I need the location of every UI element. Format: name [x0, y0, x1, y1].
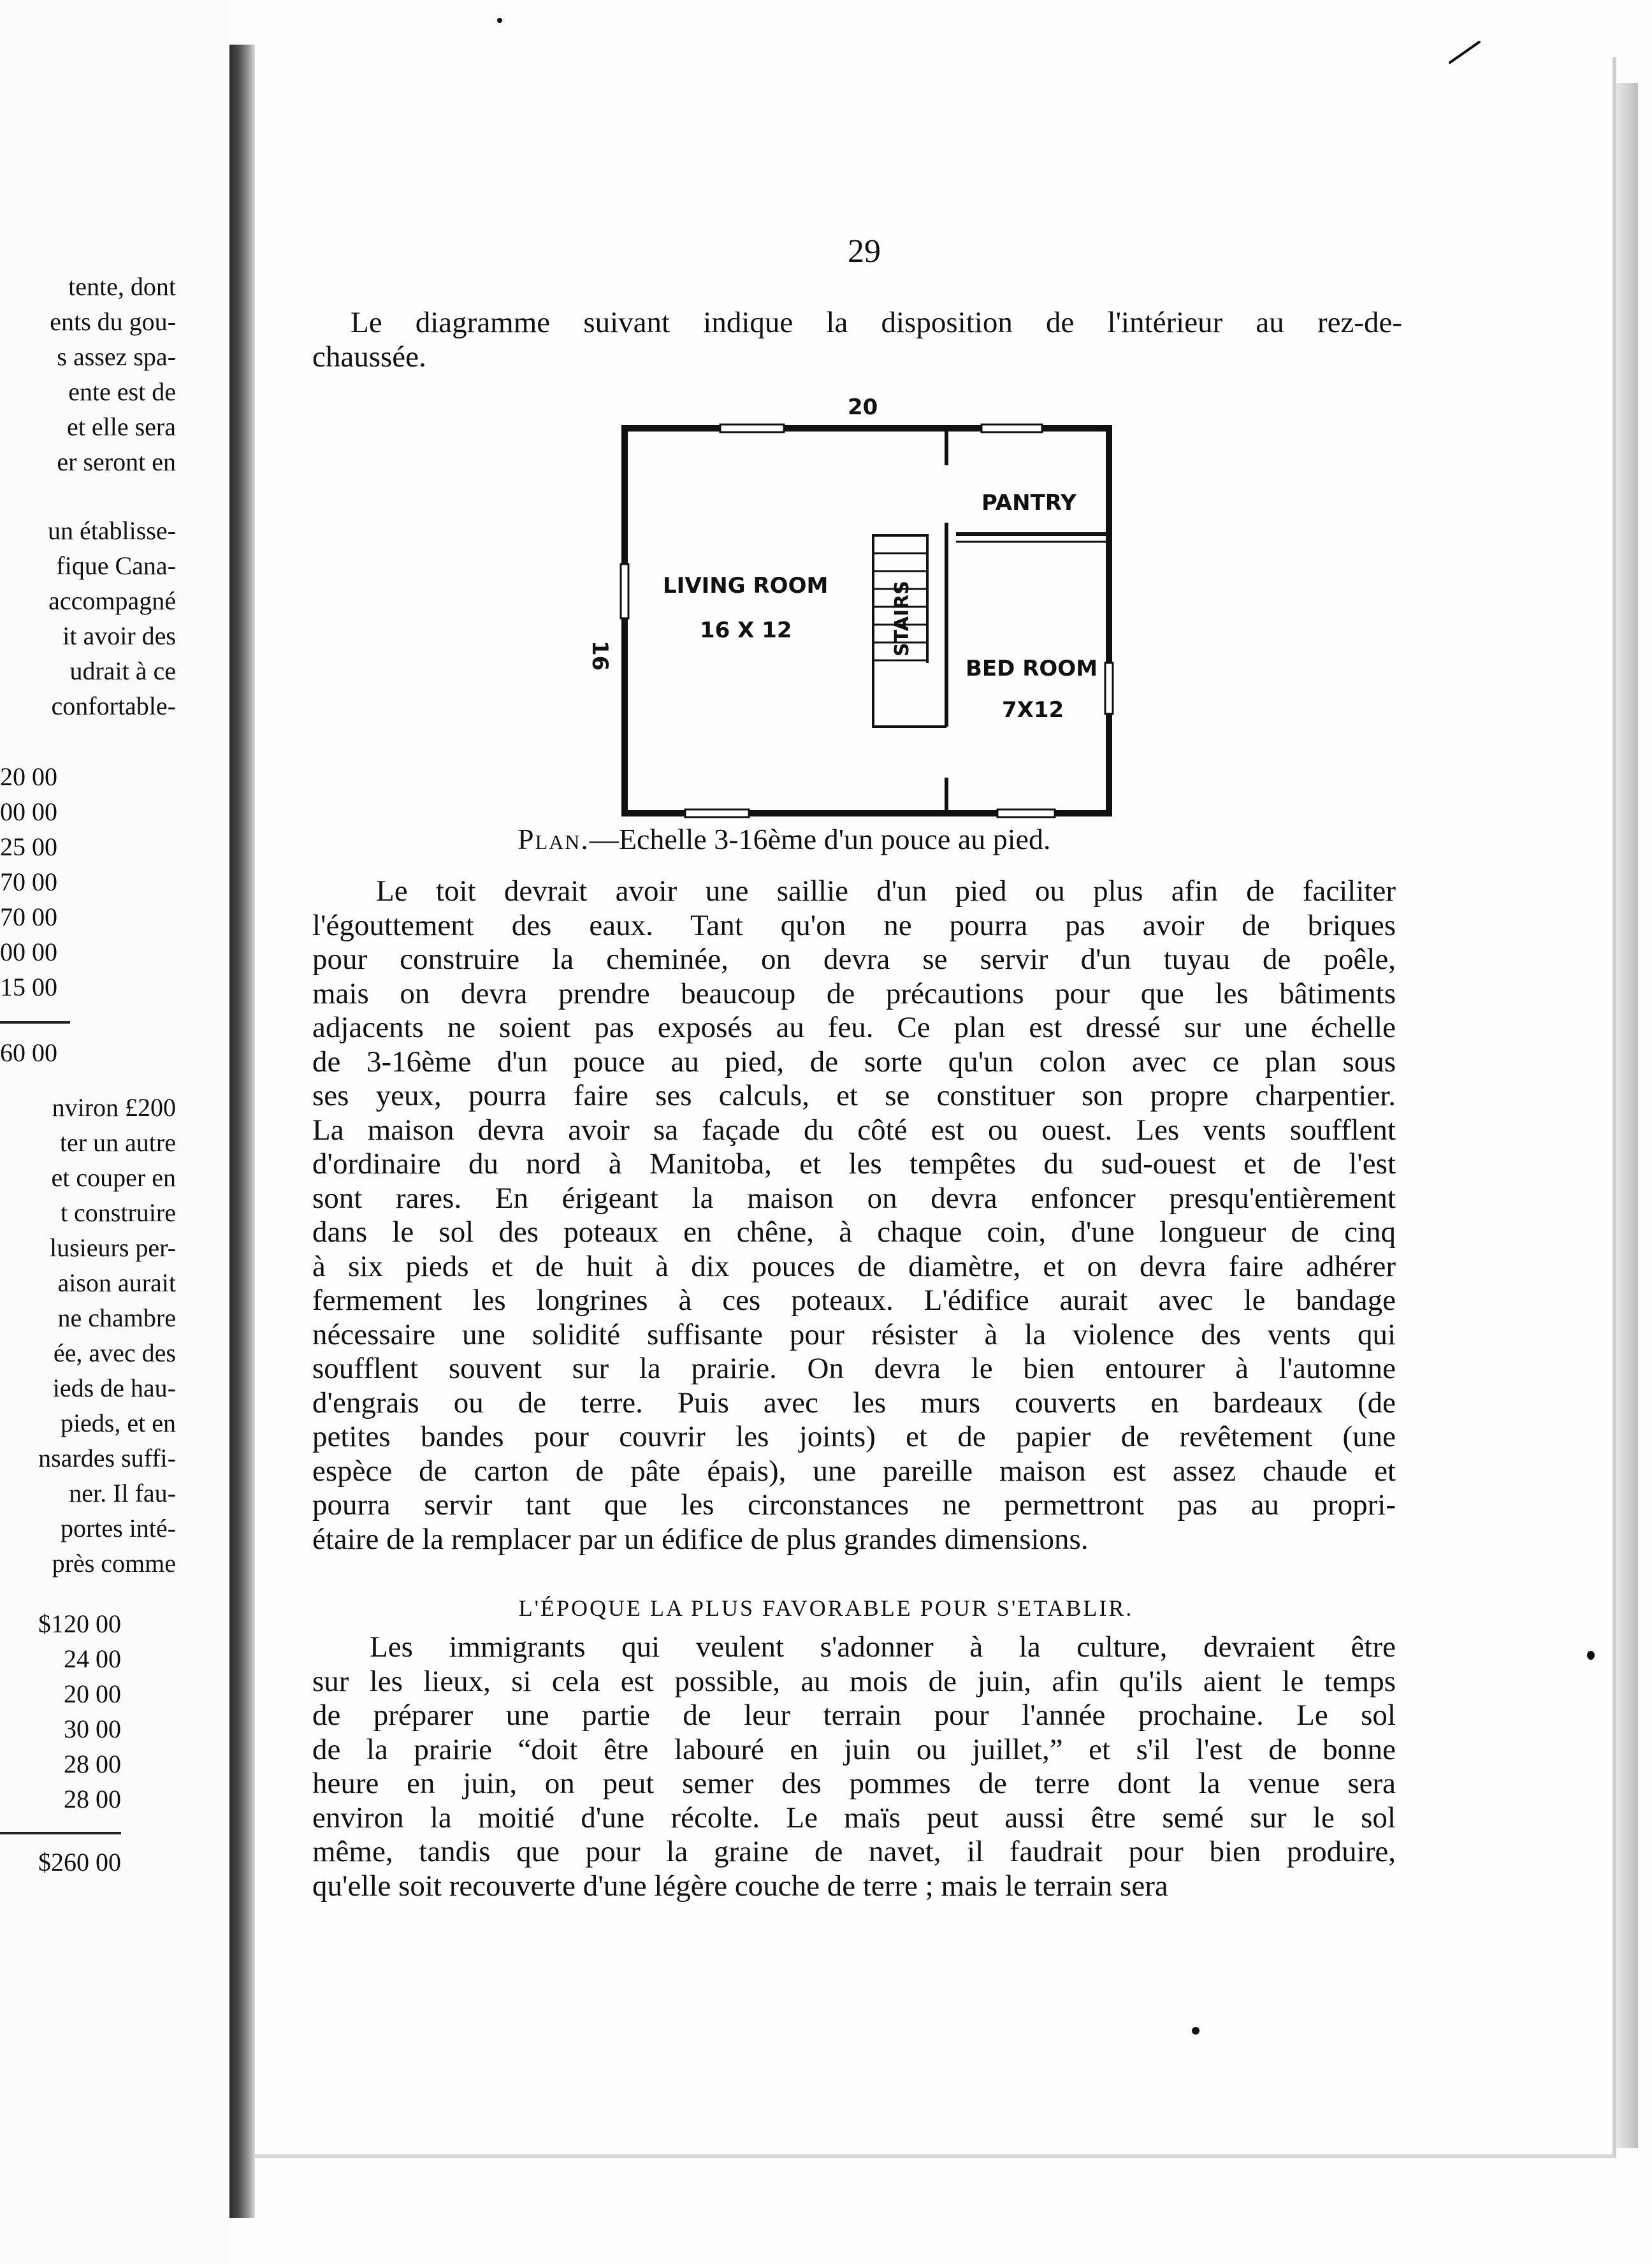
- left-text-line: ée, avec des: [53, 1339, 176, 1367]
- left-text-line: t construire: [60, 1198, 176, 1227]
- outer-wall: [625, 428, 1109, 813]
- paragraph-line: sont rares. En érigeant la maison on devra enfoncer presqu'entièrement: [312, 1181, 1396, 1215]
- paragraph-line: Le toit devrait avoir une saillie d'un pied ou plus afin de faciliter: [376, 874, 1396, 908]
- left-text-line: ents du gou-: [50, 307, 176, 336]
- paragraph-line: nécessaire une solidité suffisante pour résister à la violence des vents qui: [312, 1317, 1396, 1351]
- left-text-line: près comme: [52, 1549, 176, 1578]
- left-amount: 70 00: [0, 867, 57, 896]
- left-text-line: lusieurs per-: [49, 1233, 176, 1262]
- paragraph-line: fermement les longrines à ces poteaux. L'édifice aurait avec le bandage: [312, 1284, 1396, 1317]
- plan-label-bed-room-size: 7X12: [1002, 697, 1064, 723]
- paragraph-line: ses yeux, pourra faire ses calculs, et se constituer son propre charpentier.: [312, 1079, 1396, 1112]
- paragraph-line: environ la moitié d'une récolte. Le maïs peut aussi être semé sur le sol: [312, 1801, 1396, 1834]
- intro-line: chaussée.: [312, 340, 426, 374]
- paragraph-line: de 3-16ème d'un pouce au pied, de sorte qu'un colon avec ce plan sous: [312, 1045, 1396, 1078]
- left-text-line: et couper en: [51, 1163, 176, 1192]
- left-text-line: accompagné: [48, 586, 176, 615]
- paragraph-line: de la prairie “doit être labouré en juin ou juillet,” et s'il l'est de bonne: [312, 1732, 1396, 1766]
- left-text-line: et elle sera: [67, 412, 176, 441]
- section-heading: L'ÉPOQUE LA PLUS FAVORABLE POUR S'ETABLIR.: [518, 1595, 1134, 1621]
- left-total-rule-1: [0, 1021, 70, 1024]
- left-amount: 20 00: [0, 762, 57, 791]
- left-amount: 24 00: [64, 1644, 121, 1673]
- left-text-line: portes inté-: [60, 1514, 176, 1542]
- paragraph-line: soufflent souvent sur la prairie. On devra le bien entourer à l'automne: [312, 1352, 1396, 1385]
- left-amount: $120 00: [38, 1609, 121, 1638]
- paragraph-line: petites bandes pour couvrir les joints) et de papier de revêtement (une: [312, 1420, 1396, 1453]
- paragraph-line: d'ordinaire du nord à Manitoba, et les tempêtes du sud-ouest et de l'est: [312, 1147, 1396, 1180]
- left-text-line: fique Cana-: [56, 551, 176, 580]
- paragraph-line: La maison devra avoir sa façade du côté est ou ouest. Les vents soufflent: [312, 1113, 1396, 1147]
- paragraph-line: même, tandis que pour la graine de navet, il faudrait pour bien produire,: [312, 1835, 1396, 1868]
- plan-caption: [518, 822, 1050, 856]
- left-text-line: nviron £200: [52, 1093, 176, 1122]
- left-amount: 28 00: [64, 1750, 121, 1778]
- intro-line: Le diagramme suivant indique la disposition de l'intérieur au rez-de-: [351, 306, 1402, 339]
- plan-label-pantry: PANTRY: [982, 490, 1076, 516]
- window-right-wall: [1105, 663, 1113, 714]
- paragraph-line: dans le sol des poteaux en chêne, à chaque coin, d'une longueur de cinq: [312, 1215, 1396, 1249]
- plan-dim-side: 16: [587, 641, 612, 671]
- paragraph-line: pourra servir tant que les circonstances ne permettront pas au propri-: [312, 1488, 1396, 1521]
- left-text-line: udrait à ce: [69, 657, 176, 685]
- page-number: 29: [848, 233, 881, 270]
- paragraph-line: mais on devra prendre beaucoup de précautions pour que les bâtiments: [312, 976, 1396, 1010]
- left-page-fragment: [0, 0, 229, 2264]
- left-text-line: ter un autre: [59, 1128, 176, 1157]
- left-amount: 15 00: [0, 973, 57, 1001]
- left-text-line: confortable-: [51, 692, 176, 720]
- left-text-line: ner. Il fau-: [69, 1479, 176, 1507]
- left-text-line: tente, dont: [68, 272, 176, 301]
- paragraph-line: sur les lieux, si cela est possible, au mois de juin, afin qu'ils aient le temps: [312, 1664, 1396, 1698]
- left-text-line: pieds, et en: [60, 1409, 176, 1437]
- paragraph-line: pour construire la cheminée, on devra se servir d'un tuyau de poêle,: [312, 943, 1396, 976]
- left-amount: 00 00: [0, 938, 57, 966]
- paragraph-line: étaire de la remplacer par un édifice de plus grandes dimensions.: [312, 1522, 1089, 1556]
- plan-label-bed-room: BED ROOM: [966, 656, 1098, 681]
- intro-paragraph: [312, 306, 1402, 374]
- left-text-line: un établisse-: [47, 516, 176, 545]
- left-amount: 70 00: [0, 903, 57, 931]
- paragraph-settlement-season: [312, 1630, 1396, 1903]
- window-top-left: [720, 424, 784, 432]
- paragraph-roof-and-construction: [312, 874, 1396, 1556]
- left-total-rule-2: [0, 1832, 121, 1834]
- left-text-line: aison aurait: [57, 1268, 176, 1297]
- left-amount: 30 00: [64, 1715, 121, 1743]
- left-text-line: er seront en: [57, 447, 176, 476]
- left-text-line: ne chambre: [57, 1303, 176, 1332]
- left-text-line: s assez spa-: [57, 342, 176, 371]
- caption-plan-label: Plan.: [518, 823, 590, 855]
- window-bottom-right: [997, 809, 1055, 817]
- window-top-right: [982, 424, 1042, 432]
- window-left-wall: [621, 564, 628, 618]
- paragraph-line: espèce de carton de pâte épais), une pareille maison est assez chaude et: [312, 1454, 1396, 1488]
- paragraph-line: l'égouttement des eaux. Tant qu'on ne pourra pas avoir de briques: [312, 908, 1396, 942]
- paragraph-line: adjacents ne soient pas exposés au feu. Ce plan est dressé sur une échelle: [312, 1011, 1396, 1044]
- floor-plan-diagram: [587, 382, 1128, 822]
- left-amount: 25 00: [0, 832, 57, 861]
- left-text-line: ieds de hau-: [52, 1374, 176, 1402]
- left-amount: 28 00: [64, 1785, 121, 1813]
- left-amount: 00 00: [0, 797, 57, 826]
- plan-label-stairs: STAIRS: [891, 581, 913, 657]
- left-text-line: it avoir des: [62, 621, 176, 650]
- plan-label-living-room: LIVING ROOM: [663, 573, 829, 599]
- window-bottom-left: [685, 809, 749, 817]
- paragraph-line: heure en juin, on peut semer des pommes de terre dont la venue sera: [312, 1767, 1396, 1800]
- left-total-1: 60 00: [0, 1038, 57, 1067]
- book-gutter: [229, 45, 255, 2218]
- left-text-line: nsardes suffi-: [38, 1444, 176, 1472]
- plan-label-living-room-size: 16 X 12: [700, 618, 792, 643]
- page-edge-shadow: [1616, 83, 1638, 2148]
- caption-scale-text: —Echelle 3-16ème d'un pouce au pied.: [589, 823, 1051, 855]
- left-total-2: $260 00: [38, 1848, 121, 1876]
- plan-dim-top: 20: [848, 395, 878, 420]
- paragraph-line: Les immigrants qui veulent s'adonner à la culture, devraient être: [370, 1630, 1396, 1664]
- left-amount: 20 00: [64, 1680, 121, 1708]
- paragraph-line: à six pieds et de huit à dix pouces de diamètre, et on devra faire adhérer: [312, 1249, 1396, 1283]
- paragraph-line: d'engrais ou de terre. Puis avec les murs couverts en bardeaux (de: [312, 1386, 1396, 1419]
- paragraph-line: qu'elle soit recouverte d'une légère couche de terre ; mais le terrain sera: [312, 1869, 1168, 1903]
- left-text-line: ente est de: [68, 377, 176, 406]
- paragraph-line: de préparer une partie de leur terrain pour l'année prochaine. Le sol: [312, 1699, 1396, 1732]
